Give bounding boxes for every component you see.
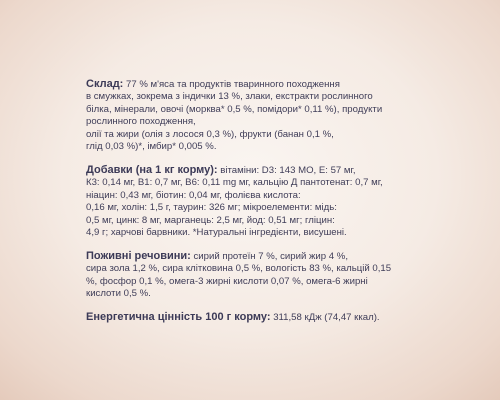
nutrients-label: Поживні речовини:	[86, 249, 191, 262]
additives-label: Добавки (на 1 кг корму):	[86, 163, 218, 176]
composition-section	[86, 78, 416, 153]
nutrients-text: сирий протеїн 7 %, сирий жир 4 %,	[190, 250, 348, 262]
additives-line-6: 4,9 г; харчові барвники. *Натуральні інгредієнти, висушені.	[86, 226, 347, 238]
nutrients-line-1	[86, 250, 416, 263]
composition-text-block	[86, 78, 416, 335]
additives-line-3: ніацин: 0,43 мг, біотин: 0,04 мг, фолієва кислота:	[86, 189, 301, 201]
composition-line-3: білка, мінерали, овочі (морква* 0,5 %, помідори* 0,11 %), продукти	[86, 103, 383, 115]
nutrients-section	[86, 250, 416, 301]
composition-line-1	[86, 78, 416, 91]
energy-section	[86, 311, 416, 324]
additives-line-5: 0,5 мг, цинк: 8 мг, марганець: 2,5 мг, йод: 0,51 мг; гліцин:	[86, 214, 335, 226]
nutrients-line-4: кислоти 0,5 %.	[86, 288, 151, 300]
additives-text: вітаміни: D3: 143 МО, E: 57 мг,	[217, 164, 356, 176]
composition-line-5: олії та жири (олія з лосося 0,3 %), фрукти (банан 0,1 %,	[86, 128, 334, 140]
energy-value: 311,58 кДж (74,47 ккал).	[270, 312, 380, 323]
energy-line-1	[86, 311, 416, 324]
composition-line-4: рослинного походження,	[86, 116, 196, 128]
additives-line-2: К3: 0,14 мг, B1: 0,7 мг, B6: 0,11 mg мг, кальцію Д пантотенат: 0,7 мг,	[86, 177, 383, 189]
composition-label: Склад:	[86, 78, 124, 90]
nutrients-line-3: %, фосфор 0,1 %, омега-3 жирні кислоти 0,07 %, омега-6 жирні	[86, 275, 368, 287]
additives-section	[86, 164, 416, 239]
energy-label: Енергетична цінність 100 г корму:	[86, 311, 271, 323]
composition-line-2: в смужках, зокрема з індички 13 %, злаки, екстракти рослинного	[86, 91, 373, 103]
additives-line-4: 0,16 мг, холін: 1,5 г, таурин: 326 мг; мікроелементи: мідь:	[86, 202, 337, 214]
composition-line-6: глід 0,03 %)*, імбир* 0,005 %.	[86, 141, 217, 153]
additives-line-1	[86, 164, 416, 177]
nutrients-line-2: сира зола 1,2 %, сира клітковина 0,5 %, вологість 83 %, кальцій 0,15	[86, 263, 392, 275]
composition-text: 77 % м'яса та продуктів тваринного походження	[123, 79, 340, 90]
